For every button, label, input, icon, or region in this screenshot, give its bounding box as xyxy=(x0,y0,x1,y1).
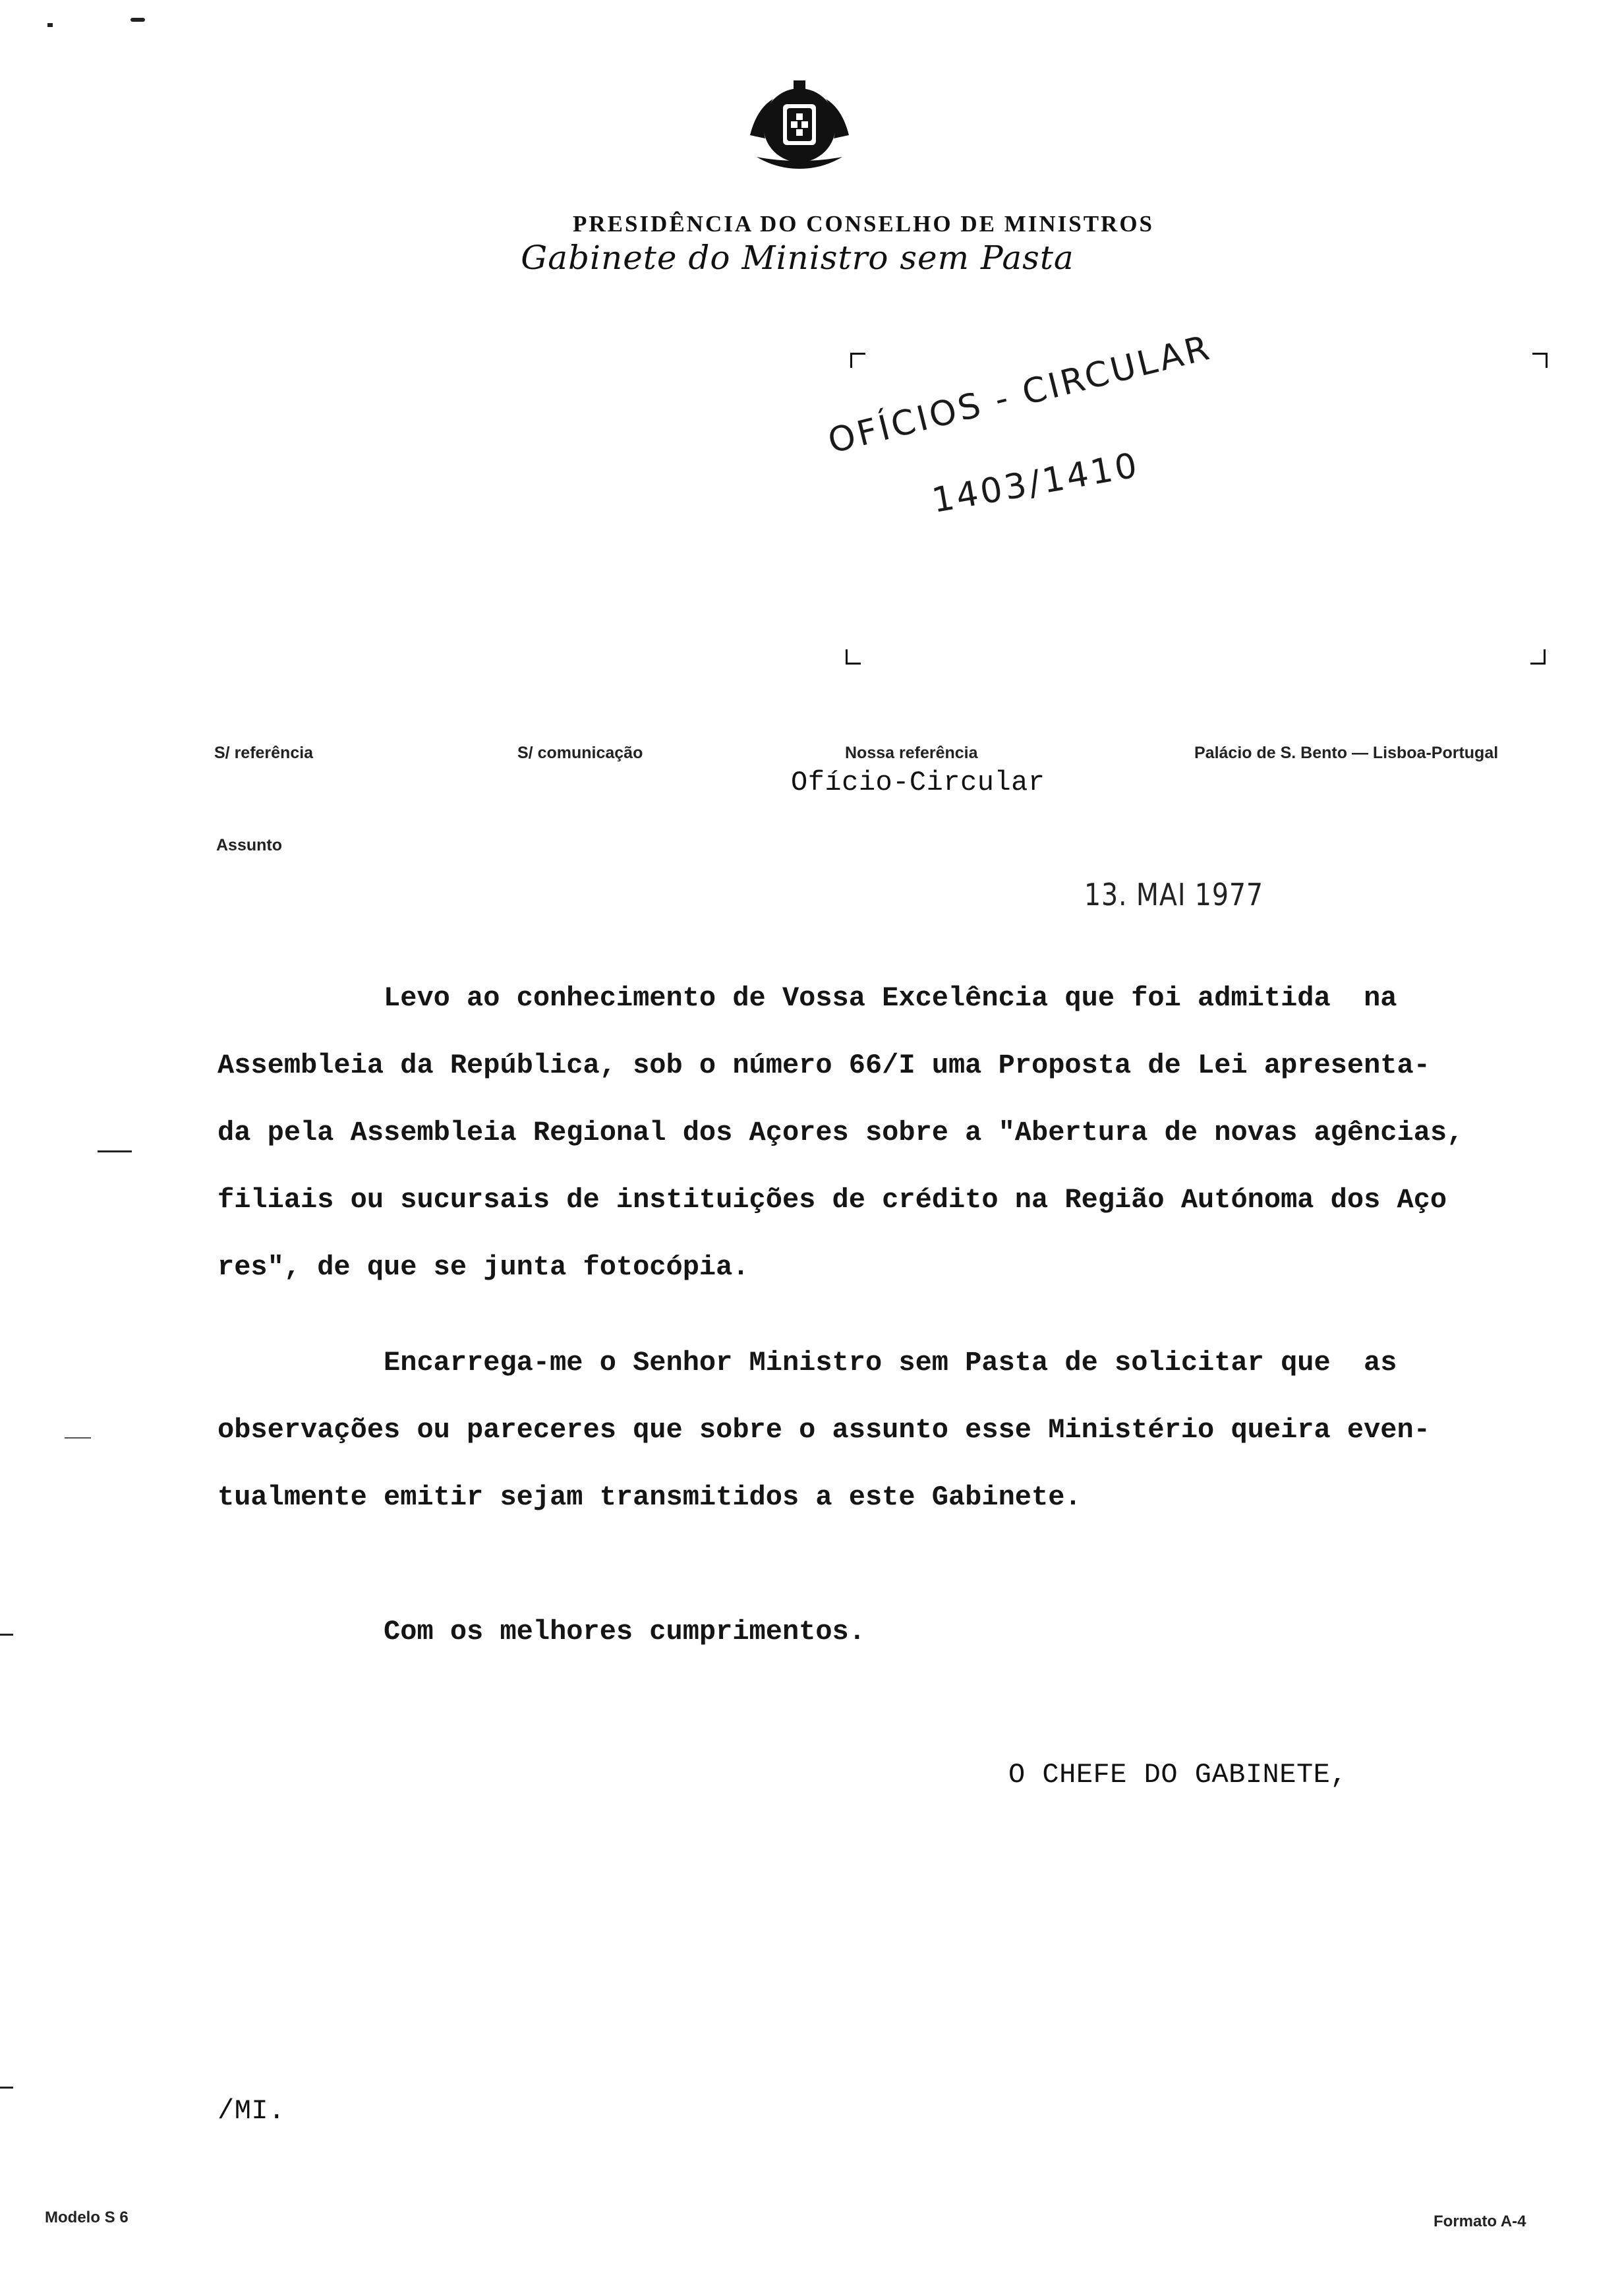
paper-format-label: Formato A-4 xyxy=(1434,2213,1526,2230)
scan-mark xyxy=(98,1150,132,1152)
body-line: Encarrega-me o Senhor Ministro sem Pasta de solicitar que as xyxy=(218,1347,1397,1379)
handwritten-annotation-line2: 1403/1410 xyxy=(929,445,1143,521)
body-line: tualmente emitir sejam transmitidos a este Gabinete. xyxy=(218,1481,1082,1513)
body-line: filiais ou sucursais de instituições de crédito na Região Autónoma dos Aço xyxy=(218,1184,1447,1216)
address-window-corner xyxy=(850,353,865,368)
body-line: observações ou pareceres que sobre o assunto esse Ministério queira even- xyxy=(218,1414,1430,1446)
your-reference-label: S/ referência xyxy=(214,744,314,762)
scan-mark xyxy=(65,1437,91,1439)
location-label: Palácio de S. Bento — Lisboa-Portugal xyxy=(1194,744,1499,762)
subject-label: Assunto xyxy=(216,836,282,854)
scan-mark xyxy=(47,23,53,27)
closing-line: Com os melhores cumprimentos. xyxy=(218,1616,865,1648)
signature-title: O CHEFE DO GABINETE, xyxy=(1008,1759,1348,1791)
address-window-corner xyxy=(1530,649,1546,665)
body-line: da pela Assembleia Regional dos Açores sobre a "Abertura de novas agências, xyxy=(218,1117,1464,1148)
handwritten-annotation-line1: OFÍCIOS - CIRCULAR xyxy=(824,328,1216,461)
institution-heading: PRESIDÊNCIA DO CONSELHO DE MINISTROS xyxy=(572,211,1155,237)
typist-initials: /MI. xyxy=(218,2095,285,2127)
our-reference-label: Nossa referência xyxy=(845,744,978,762)
your-communication-label: S/ comunicação xyxy=(517,744,643,762)
form-model-label: Modelo S 6 xyxy=(45,2209,129,2226)
coat-of-arms-emblem xyxy=(737,79,862,171)
office-subheading: Gabinete do Ministro sem Pasta xyxy=(521,239,1074,277)
our-reference-value: Ofício-Circular xyxy=(791,767,1045,798)
scan-mark xyxy=(0,1634,13,1636)
body-line: Assembleia da República, sob o número 66/I uma Proposta de Lei apresenta- xyxy=(218,1050,1430,1081)
scan-mark xyxy=(130,18,145,22)
scan-mark xyxy=(0,2087,13,2089)
body-line: res", de que se junta fotocópia. xyxy=(218,1251,749,1283)
address-window-corner xyxy=(1532,353,1548,368)
address-window-corner xyxy=(846,649,861,665)
body-line: Levo ao conhecimento de Vossa Excelência que foi admitida na xyxy=(218,982,1397,1014)
date-stamp: 13. MAI 1977 xyxy=(1084,877,1263,912)
